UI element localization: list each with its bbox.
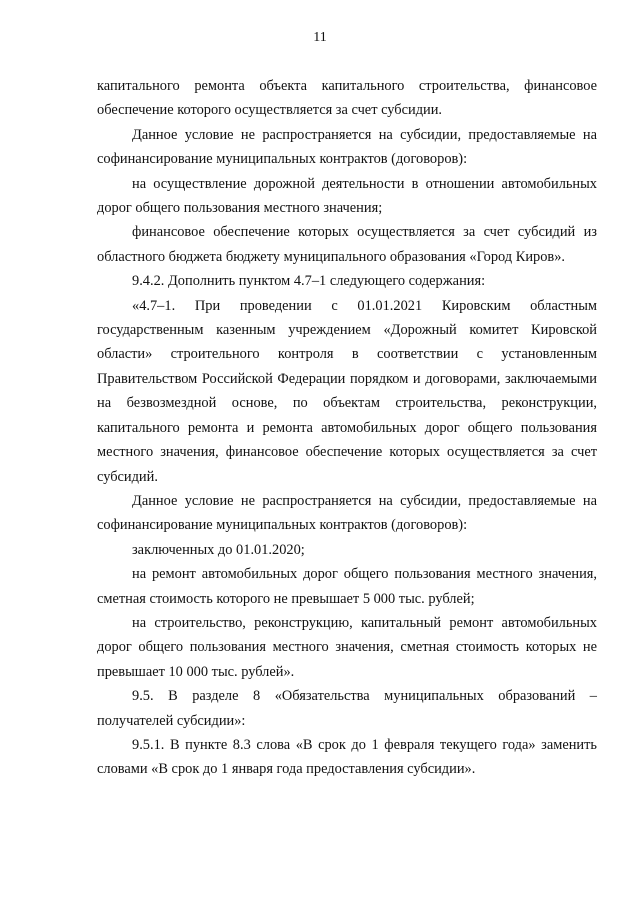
paragraph: 9.5. В разделе 8 «Обязательства муниципальных образований – получателей субсидии»: xyxy=(97,688,597,729)
paragraph: 9.5.1. В пункте 8.3 слова «В срок до 1 февраля текущего года» заменить словами «В срок до 1 января года предоставления субсидии». xyxy=(97,736,597,778)
paragraph: Данное условие не распространяется на субсидии, предоставляемые на софинансирование муниципальных контрактов (договоров): xyxy=(97,126,597,168)
paragraph: заключенных до 01.01.2020; xyxy=(132,541,305,558)
document-body xyxy=(97,74,597,782)
paragraph: «4.7–1. При проведении с 01.01.2021 Кировским областным государственным казенным учреждением «Дорожный комитет Кировской области» строительного контроля в соответствии с установленным Правительством Российской Федерации порядком и договорами, заключаемыми на безвозмездной основе, по объектам строительства, реконструкции, капитального ремонта и ремонта автомобильных дорог общего пользования местного значения, финансовое обеспечение которых осуществляется за счет субсидий. xyxy=(97,297,597,485)
paragraph: финансовое обеспечение которых осуществляется за счет субсидий из областного бюджета бюджету муниципального образования «Город Киров». xyxy=(97,224,597,265)
paragraph: на строительство, реконструкцию, капитальный ремонт автомобильных дорог общего пользования местного значения, сметная стоимость которых не превышает 10 000 тыс. рублей». xyxy=(97,614,597,680)
page-number: 11 xyxy=(313,30,327,45)
paragraph: Данное условие не распространяется на субсидии, предоставляемые на софинансирование муниципальных контрактов (договоров): xyxy=(97,492,597,534)
paragraph: 9.4.2. Дополнить пунктом 4.7–1 следующего содержания: xyxy=(132,273,486,290)
paragraph: капитального ремонта объекта капитального строительства, финансовое обеспечение которого осуществляется за счет субсидии. xyxy=(97,78,597,119)
paragraph: на осуществление дорожной деятельности в отношении автомобильных дорог общего пользования местного значения; xyxy=(97,175,597,217)
paragraph: на ремонт автомобильных дорог общего пользования местного значения, сметная стоимость которого не превышает 5 000 тыс. рублей; xyxy=(97,566,597,607)
